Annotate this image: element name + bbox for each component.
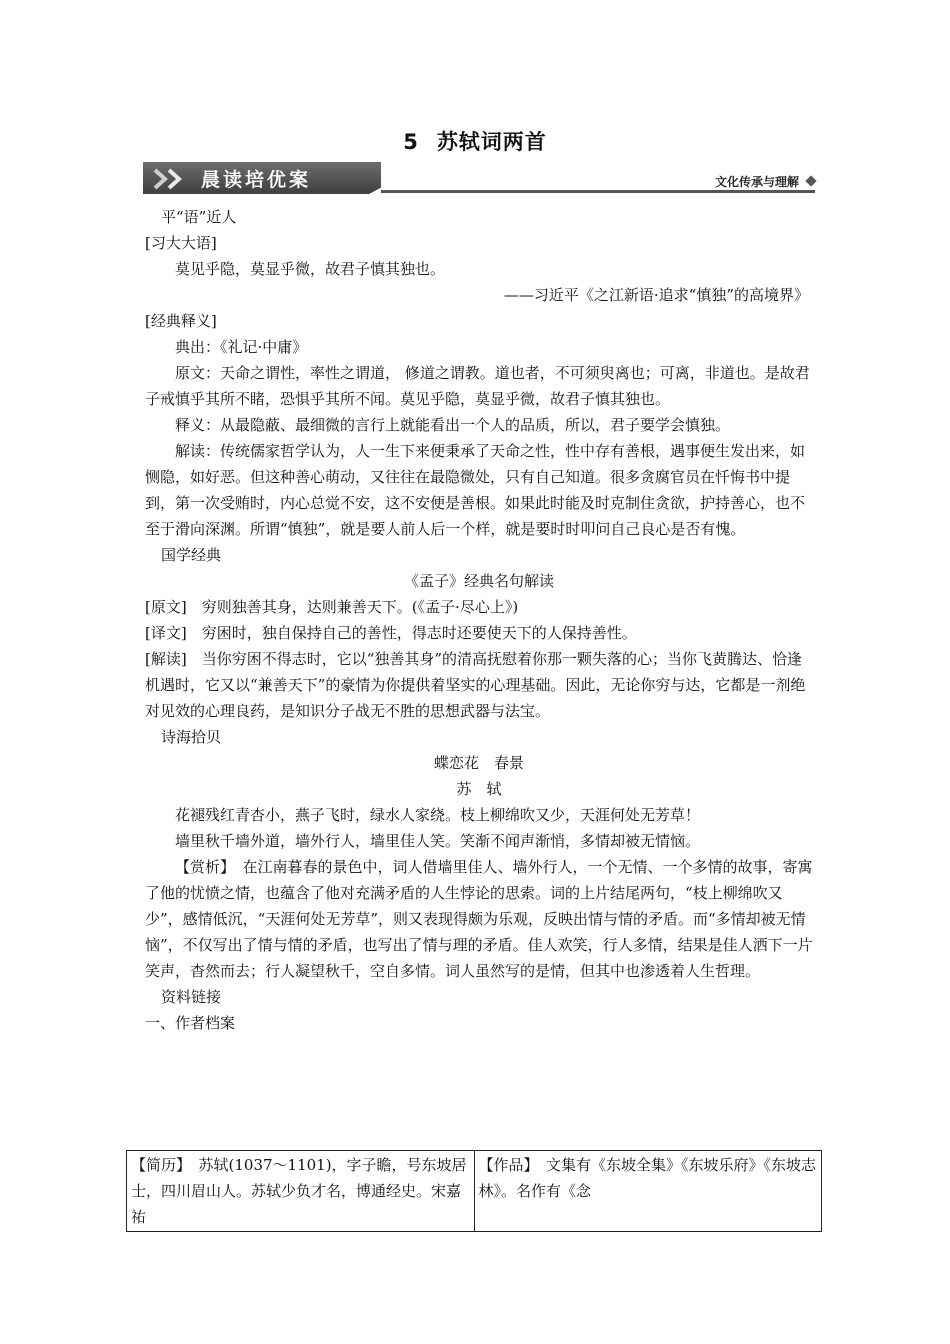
- mencius-translation: [译文] 穷困时，独自保持自己的善性，得志时还要使天下的人保持善性。: [145, 624, 637, 642]
- banner-rule: [381, 190, 815, 193]
- subheading-classic: [经典释义]: [145, 312, 217, 330]
- mencius-original: [原文] 穷则独善其身，达则兼善天下。(《孟子·尽心上》): [145, 598, 519, 616]
- quote-source: ——习近平《之江新语·追求“慎独”的高境界》: [503, 286, 809, 304]
- lesson-title: 苏轼词两首: [436, 130, 547, 154]
- table-row: [127, 1151, 822, 1232]
- quote-text: 莫见乎隐，莫显乎微，故君子慎其独也。: [175, 260, 446, 278]
- origin-text: 典出：《礼记·中庸》: [175, 338, 308, 356]
- yuanwen-paragraph: 原文：天命之谓性，率性之谓道， 修道之谓教。道也者，不可须臾离也；可离，非道也。是故君子戒慎乎其所不睹，恐惧乎其所不闻。莫见乎隐，莫显乎微，故君子慎其独也。: [145, 364, 810, 408]
- author-profile-heading: 一、作者档案: [145, 1014, 236, 1032]
- main-content: [145, 204, 813, 1036]
- lesson-number: 5: [403, 130, 419, 154]
- section-heading-guoxue: 国学经典: [161, 546, 222, 564]
- diamond-icon: [805, 175, 816, 186]
- double-chevron-icon: [153, 168, 197, 190]
- section-heading-pingyu: 平“语”近人: [161, 208, 237, 226]
- banner-label: 晨读培优案: [201, 169, 312, 191]
- page-title: [0, 126, 950, 156]
- jiedu-paragraph: 解读：传统儒家哲学认为，人一生下来便秉承了天命之性，性中存有善根，遇事便生发出来，如恻隐，如好恶。但这种善心萌动，又往往在最隐微处，只有自己知道。很多贪腐官员在忏悔书中提到，第一次受贿时，内心总觉不安，这不安便是善根。如果此时能及时克制住贪欲，护持善心，也不至于滑向深渊。所谓“慎独”，就是要人前人后一个样，就是要时时叩问自己良心是否有愧。: [145, 442, 806, 538]
- section-banner: [143, 160, 815, 196]
- section-heading-shihai: 诗海拾贝: [161, 728, 222, 746]
- poem-line-2: 墙里秋千墙外道，墙外行人，墙里佳人笑。笑渐不闻声渐悄，多情却被无情恼。: [175, 832, 701, 850]
- subheading-xi-quote: [习大大语]: [145, 234, 217, 252]
- section-heading-ziliao: 资料链接: [161, 988, 222, 1006]
- banner-right-label: 文化传承与理解: [714, 175, 799, 189]
- works-cell: 【作品】 文集有《东坡全集》《东坡乐府》《东坡志林》。名作有《念: [474, 1151, 822, 1232]
- mencius-subtitle: 《孟子》经典名句解读: [403, 572, 554, 590]
- mencius-interpretation: [解读] 当你穷困不得志时，它以“独善其身”的清高抚慰着你那一颗失落的心；当你飞黄腾达、恰逢机遇时，它又以“兼善天下”的豪情为你提供着坚实的心理基础。因此，无论你穷与达，它都是一剂绝对见效的心理良药，是知识分子战无不胜的思想武器与法宝。: [145, 650, 806, 720]
- biography-cell: 【简历】 苏轼(1037～1101)，字子瞻，号东坡居士，四川眉山人。苏轼少负才名，博通经史。宋嘉祐: [127, 1151, 475, 1232]
- poem-title: 蝶恋花 春景: [433, 754, 524, 772]
- poem-analysis: 【赏析】 在江南暮春的景色中，词人借墙里佳人、墙外行人，一个无情、一个多情的故事，寄寓了他的忧愤之情，也蕴含了他对充满矛盾的人生悖论的思索。词的上片结尾两句，“枝上柳绵吹又少”，感情低沉，“天涯何处无芳草”，则又表现得颇为乐观，反映出情与情的矛盾。而“多情却被无情恼”，不仅写出了情与情的矛盾，也写出了情与理的矛盾。佳人欢笑，行人多情，结果是佳人洒下一片笑声，杳然而去；行人凝望秋千，空自多情。词人虽然写的是情，但其中也渗透着人生哲理。: [145, 858, 813, 980]
- poem-line-1: 花褪残红青杏小，燕子飞时，绿水人家绕。枝上柳绵吹又少，天涯何处无芳草！: [175, 806, 701, 824]
- shiyi-paragraph: 释义：从最隐蔽、最细微的言行上就能看出一个人的品质，所以，君子要学会慎独。: [175, 416, 731, 434]
- author-profile-table: [126, 1150, 822, 1232]
- poem-author: 苏 轼: [456, 780, 502, 798]
